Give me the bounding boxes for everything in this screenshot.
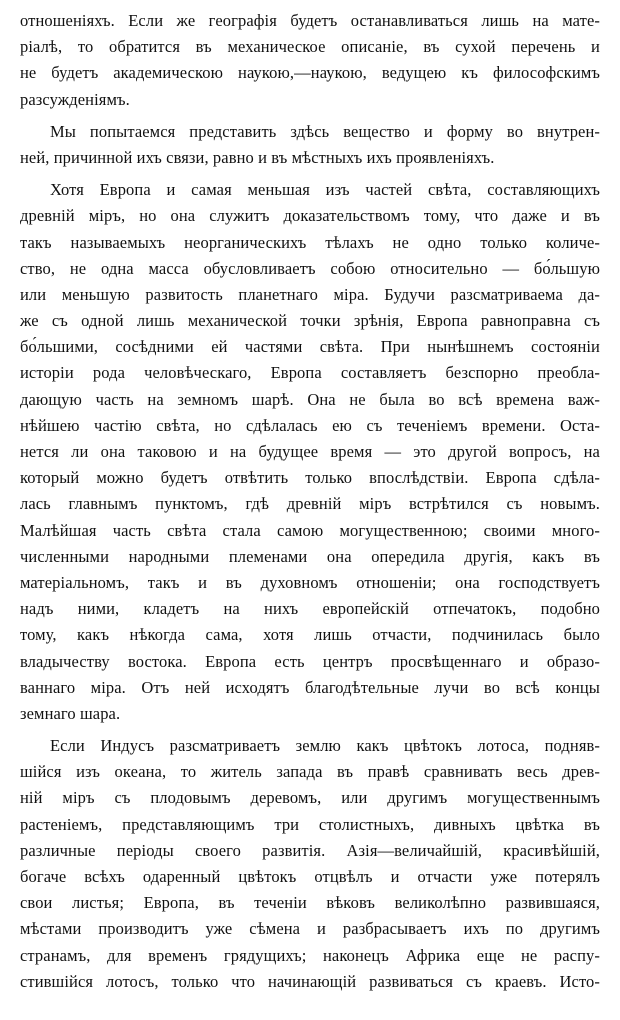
text-line: ство, не одна масса обусловливаетъ собою относительно — бо́льшую (20, 258, 600, 278)
text-line: исторіи рода человѣческаго, Европа составляетъ безспорно преобла- (20, 363, 600, 383)
text-line: отношеніяхъ. Если же географія будетъ останавливаться лишь на мате- (20, 11, 600, 30)
text-line: богаче всѣхъ одаренный цвѣтокъ отцвѣлъ и отчасти уже потерялъ (20, 867, 600, 886)
text-line: который можно будетъ отвѣтить только впослѣдствіи. Европа сдѣла- (20, 468, 600, 488)
text-line: бо́льшими, сосѣдними ей частями свѣта. При нынѣшнемъ состояніи (20, 337, 600, 357)
paragraph-3 (20, 177, 600, 727)
text-line: нется ли она таковою и на будущее время — это другой вопросъ, на (20, 442, 600, 461)
text-line: свои листья; Европа, въ теченіи вѣковъ великолѣпно развившаяся, (20, 893, 600, 913)
text-line: Малѣйшая часть свѣта стала самою могущественною; своими много- (20, 520, 600, 540)
text-line: Хотя Европа и самая меньшая изъ частей свѣта, составляющихъ (50, 180, 600, 200)
text-line: ріалѣ, то обратится въ механическое описаніе, въ сухой перечень и (20, 37, 600, 57)
text-line: не будетъ академическою наукою,—наукою, ведущею къ философскимъ (20, 63, 600, 83)
text-line: же съ одной лишь механической точки зрѣнія, Европа равноправна съ (20, 311, 600, 331)
text-line: нѣйшею частію свѣта, но сдѣлалась ею съ теченіемъ времени. Оста- (20, 415, 600, 435)
text-line: мѣстами производитъ уже сѣмена и разбрасываетъ ихъ по другимъ (20, 919, 600, 939)
text-line: тому, какъ нѣкогда сама, хотя лишь отчасти, подчинилась было (20, 625, 600, 645)
text-line: надъ ними, кладетъ на нихъ европейскій отпечатокъ, подобно (20, 599, 600, 619)
text-line: шійся изъ океана, то житель запада въ правѣ сравнивать весь древ- (20, 762, 600, 782)
text-line: разсужденіямъ. (20, 89, 130, 109)
paragraph-2 (20, 119, 600, 171)
text-line: ній міръ съ плодовымъ деревомъ, или другимъ могущественнымъ (20, 788, 600, 808)
text-line: растеніемъ, представляющимъ три столистныхъ, дивныхъ цвѣтка въ (20, 814, 600, 834)
text-line: стившійся лотосъ, только что начинающій развиваться съ краевъ. Исто- (20, 971, 600, 991)
text-line: Если Индусъ разсматриваетъ землю какъ цвѣтокъ лотоса, подняв- (50, 736, 600, 756)
text-line: ваннаго міра. Отъ ней исходятъ благодѣтельные лучи во всѣ концы (20, 677, 600, 697)
text-line: земнаго шара. (20, 703, 121, 723)
text-line: численными народными племенами она опередила другія, какъ въ (20, 546, 600, 566)
text-line: Мы попытаемся представить здѣсь вещество и форму во внутрен- (50, 121, 600, 141)
text-line: странамъ, для временъ грядущихъ; наконецъ Африка еще не распу- (20, 945, 600, 965)
paragraph-4 (20, 733, 600, 995)
text-line: матеріальномъ, такъ и въ духовномъ отношеніи; она господствуетъ (20, 572, 600, 592)
text-line: дающую часть на земномъ шарѣ. Она не была во всѣ времена важ- (20, 389, 600, 409)
text-line: лась главнымъ пунктомъ, гдѣ древній міръ встрѣтился съ новымъ. (20, 494, 600, 514)
text-line: такъ называемыхъ неорганическихъ тѣлахъ не одно только количе- (20, 232, 600, 252)
text-line: ней, причинной ихъ связи, равно и въ мѣстныхъ ихъ проявленіяхъ. (20, 147, 495, 167)
text-line: или меньшую развитость планетнаго міра. Будучи разсматриваема да- (20, 284, 600, 304)
text-line: различные періоды своего развитія. Азія—величайшій, красивѣйшій, (20, 840, 600, 860)
text-line: владычеству востока. Европа есть центръ просвѣщеннаго и образо- (20, 651, 600, 671)
paragraph-1 (20, 8, 600, 113)
text-line: древній міръ, но она служитъ доказательствомъ тому, что даже и въ (20, 206, 600, 226)
